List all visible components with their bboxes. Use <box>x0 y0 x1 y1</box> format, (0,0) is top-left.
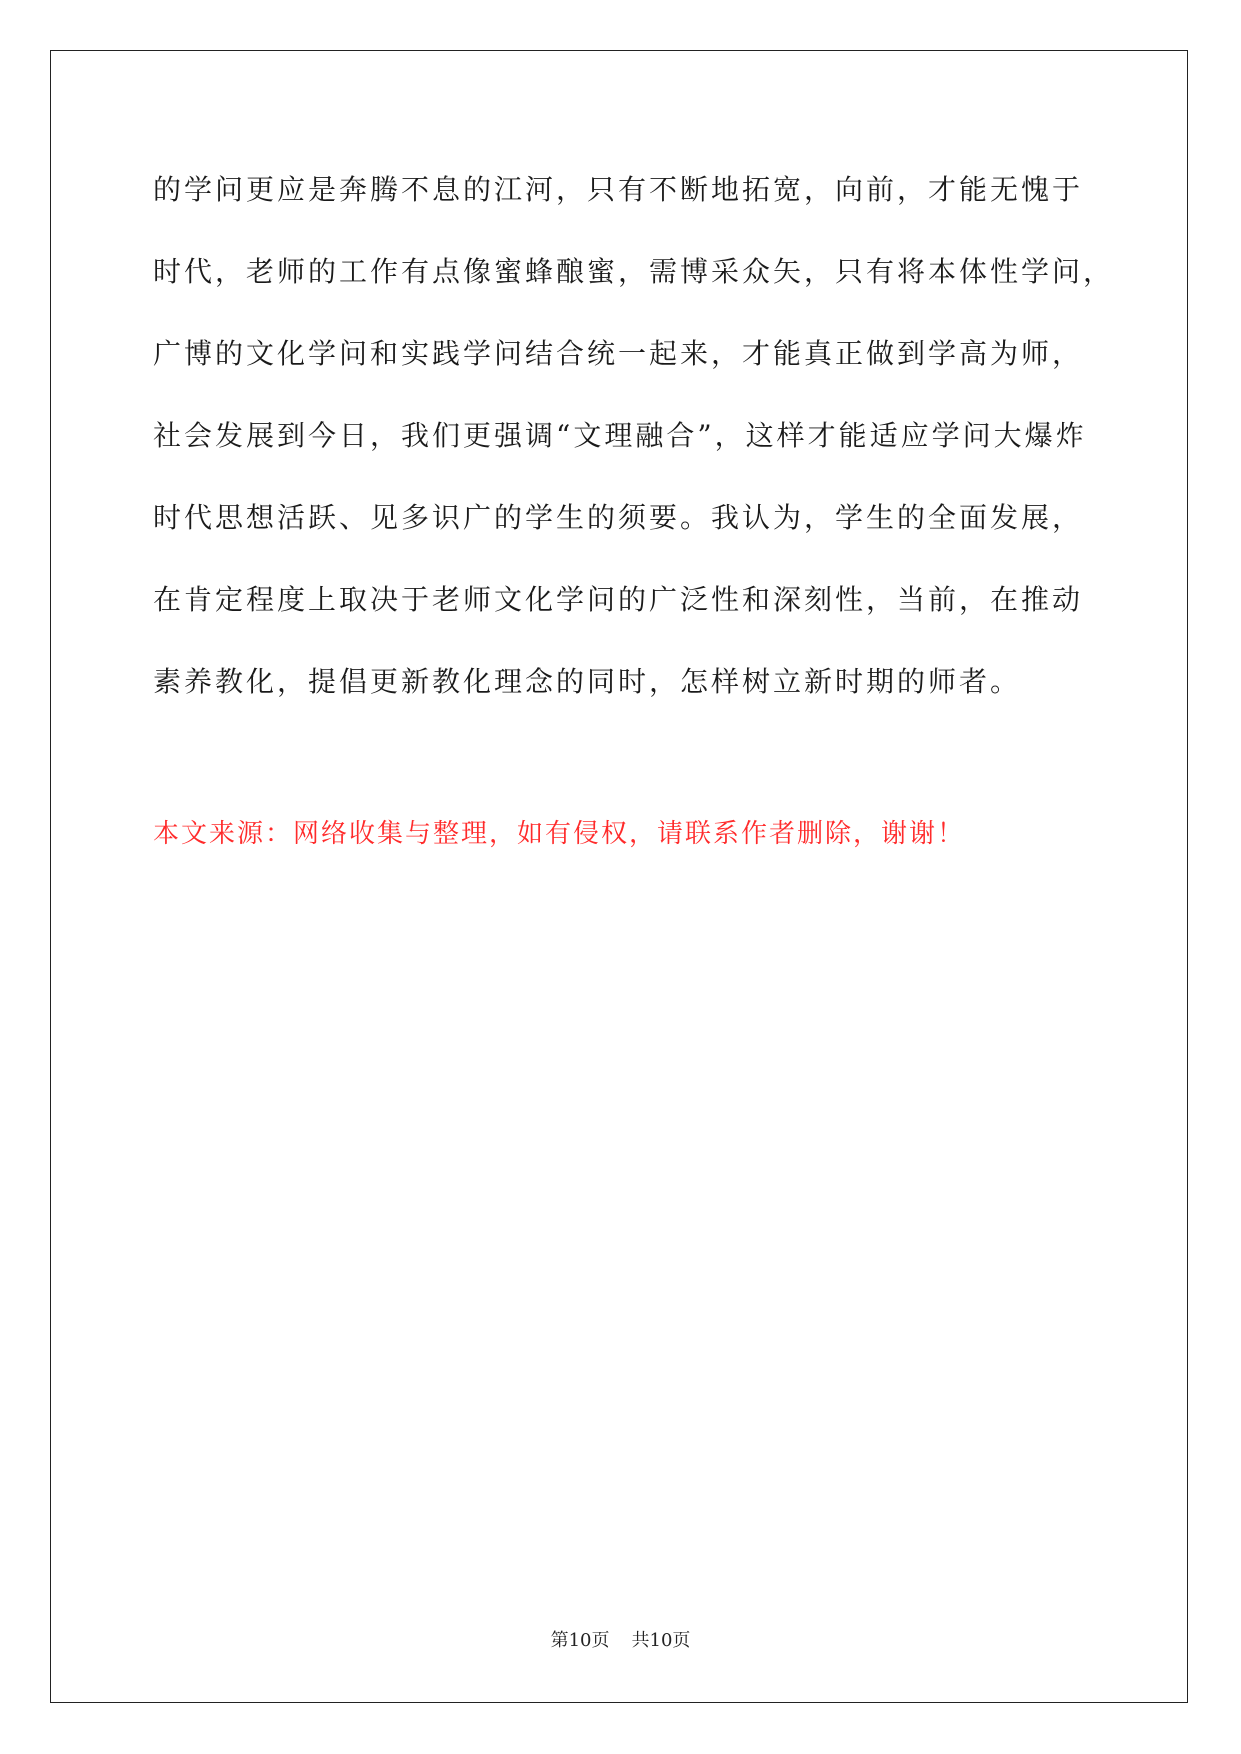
body-line: 时代思想活跃、见多识广的学生的须要。我认为，学生的全面发展， <box>153 501 1084 534</box>
body-line: 的学问更应是奔腾不息的江河，只有不断地拓宽，向前，才能无愧于 <box>153 173 1084 206</box>
body-line: 在肯定程度上取决于老师文化学问的广泛性和深刻性，当前，在推动 <box>153 583 1084 616</box>
source-notice: 本文来源：网络收集与整理，如有侵权，请联系作者删除，谢谢！ <box>153 819 966 849</box>
body-paragraph <box>153 149 1133 723</box>
page-number: 第10页 <box>550 1630 610 1651</box>
page-footer <box>0 1628 1241 1654</box>
body-line: 时代，老师的工作有点像蜜蜂酿蜜，需博采众矢，只有将本体性学问， <box>153 255 1115 288</box>
body-line: 广博的文化学问和实践学问结合统一起来，才能真正做到学高为师， <box>153 337 1084 370</box>
page-total: 共10页 <box>631 1630 691 1651</box>
body-line: 素养教化，提倡更新教化理念的同时，怎样树立新时期的师者。 <box>153 665 1022 698</box>
body-line: 社会发展到今日，我们更强调“文理融合”，这样才能适应学问大爆炸 <box>153 419 1087 452</box>
